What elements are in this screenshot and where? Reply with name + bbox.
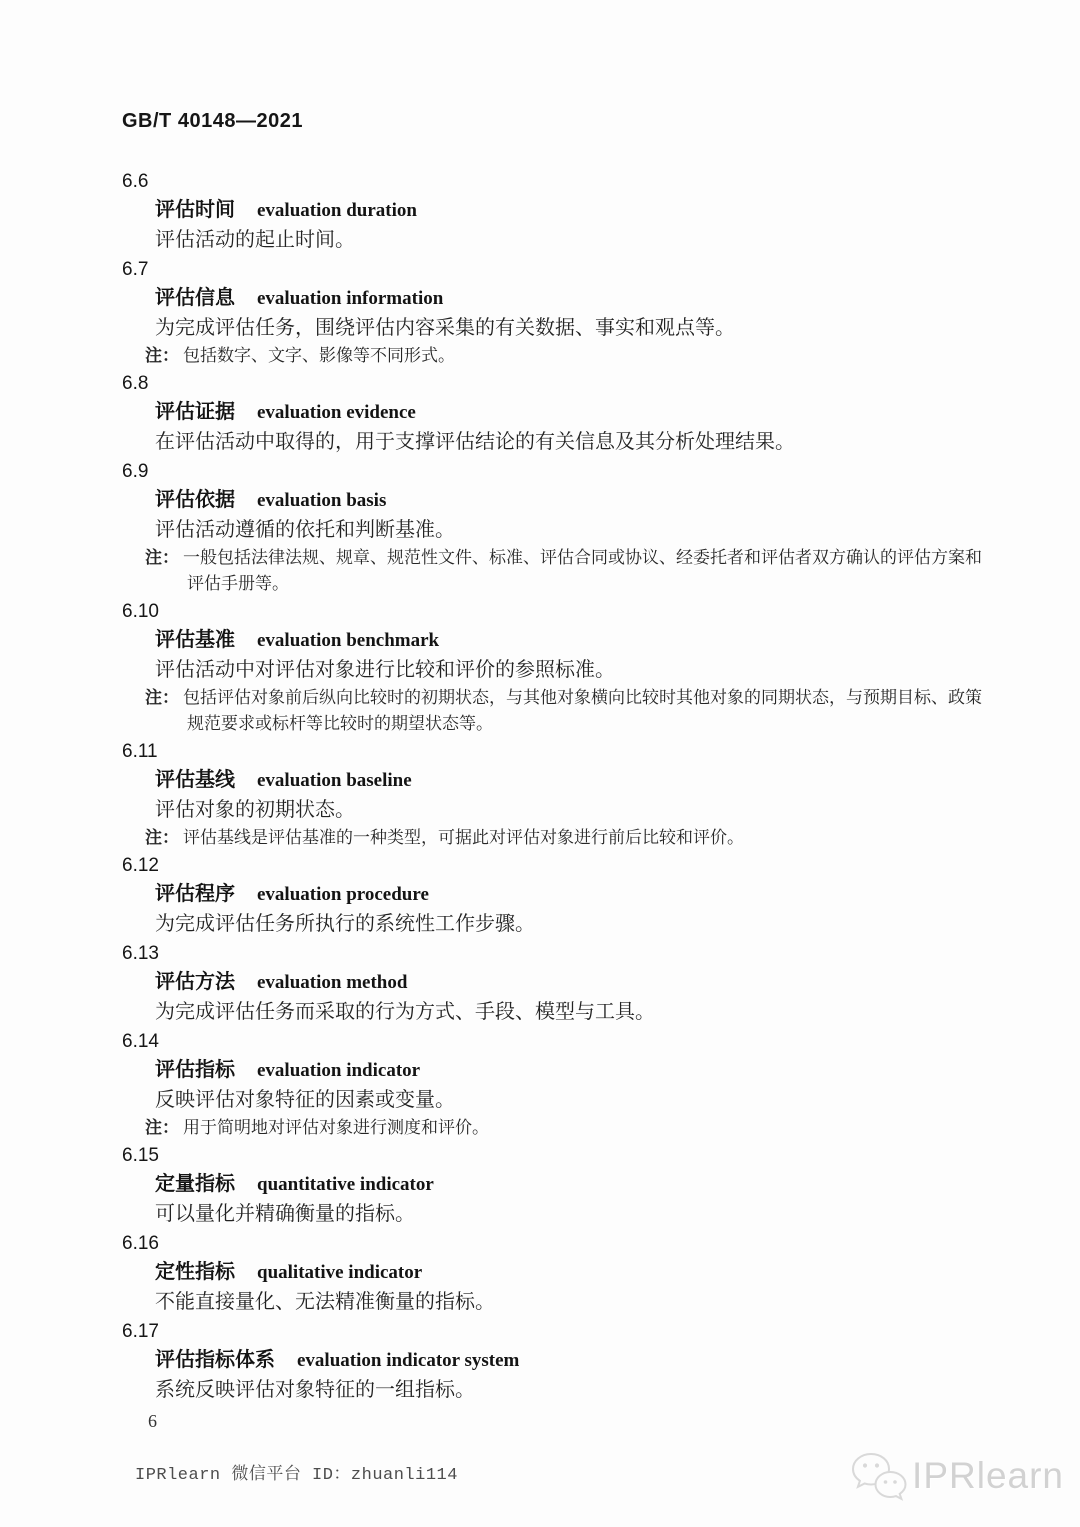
term-definition: 评估活动中对评估对象进行比较和评价的参照标准。 bbox=[155, 659, 615, 681]
term-en: evaluation indicator bbox=[257, 1060, 421, 1081]
term-line bbox=[122, 1258, 990, 1288]
term-line bbox=[122, 284, 990, 314]
note-text: 用于简明地对评估对象进行测度和评价。 bbox=[183, 1118, 489, 1137]
section-number: 6.15 bbox=[122, 1145, 159, 1166]
term-line bbox=[122, 766, 990, 796]
section-number: 6.12 bbox=[122, 855, 159, 876]
term-zh: 评估基线 bbox=[155, 769, 235, 791]
term-section-6-17 bbox=[122, 1317, 990, 1405]
note-text: 包括数字、文字、影像等不同形式。 bbox=[183, 346, 455, 365]
term-section-6-14 bbox=[122, 1027, 990, 1141]
term-zh: 评估证据 bbox=[155, 401, 235, 423]
term-line bbox=[122, 626, 990, 656]
term-zh: 评估指标体系 bbox=[155, 1349, 275, 1371]
term-en: qualitative indicator bbox=[257, 1262, 423, 1283]
term-en: evaluation evidence bbox=[257, 402, 416, 423]
term-line bbox=[122, 880, 990, 910]
section-number: 6.13 bbox=[122, 943, 159, 964]
term-definition: 可以量化并精确衡量的指标。 bbox=[155, 1203, 415, 1225]
term-line bbox=[122, 196, 990, 226]
watermark-text: IPRlearn bbox=[912, 1455, 1064, 1496]
term-definition: 为完成评估任务所执行的系统性工作步骤。 bbox=[155, 913, 535, 935]
note-label: 注： bbox=[145, 346, 179, 365]
standard-code: GB/T 40148—2021 bbox=[122, 110, 303, 132]
note-label: 注： bbox=[145, 828, 179, 847]
term-zh: 评估指标 bbox=[155, 1059, 235, 1081]
iprlearn-watermark bbox=[850, 1449, 1064, 1503]
term-note bbox=[145, 825, 990, 851]
term-line bbox=[122, 1346, 990, 1376]
term-line bbox=[122, 968, 990, 998]
term-zh: 评估时间 bbox=[155, 199, 235, 221]
term-zh: 评估信息 bbox=[155, 287, 235, 309]
term-section-6-8 bbox=[122, 369, 990, 457]
note-label: 注： bbox=[145, 548, 179, 567]
section-number: 6.17 bbox=[122, 1321, 159, 1342]
term-definition: 反映评估对象特征的因素或变量。 bbox=[155, 1089, 455, 1111]
wechat-chat-bubbles-icon bbox=[850, 1449, 908, 1503]
note-label: 注： bbox=[145, 1118, 179, 1137]
term-note bbox=[145, 685, 990, 737]
term-zh: 评估依据 bbox=[155, 489, 235, 511]
terms-sections bbox=[122, 167, 990, 1405]
term-en: quantitative indicator bbox=[257, 1174, 434, 1195]
term-en: evaluation duration bbox=[257, 200, 417, 221]
term-definition: 评估活动遵循的依托和判断基准。 bbox=[155, 519, 455, 541]
note-text: 评估基线是评估基准的一种类型，可据此对评估对象进行前后比较和评价。 bbox=[183, 828, 744, 847]
section-number: 6.7 bbox=[122, 259, 149, 280]
term-en: evaluation indicator system bbox=[297, 1350, 520, 1371]
term-section-6-11 bbox=[122, 737, 990, 851]
term-en: evaluation method bbox=[257, 972, 408, 993]
page-number: 6 bbox=[148, 1411, 157, 1431]
term-line bbox=[122, 1170, 990, 1200]
section-number: 6.16 bbox=[122, 1233, 159, 1254]
term-section-6-10 bbox=[122, 597, 990, 737]
term-en: evaluation procedure bbox=[257, 884, 429, 905]
term-line bbox=[122, 398, 990, 428]
term-zh: 评估方法 bbox=[155, 971, 235, 993]
term-note bbox=[145, 343, 990, 369]
term-definition: 评估对象的初期状态。 bbox=[155, 799, 355, 821]
term-definition: 评估活动的起止时间。 bbox=[155, 229, 355, 251]
term-note bbox=[145, 1115, 990, 1141]
term-section-6-9 bbox=[122, 457, 990, 597]
term-en: evaluation benchmark bbox=[257, 630, 440, 651]
term-section-6-13 bbox=[122, 939, 990, 1027]
term-section-6-12 bbox=[122, 851, 990, 939]
term-definition: 在评估活动中取得的，用于支撑评估结论的有关信息及其分析处理结果。 bbox=[155, 431, 795, 453]
term-definition: 为完成评估任务，围绕评估内容采集的有关数据、事实和观点等。 bbox=[155, 317, 735, 339]
term-definition: 不能直接量化、无法精准衡量的指标。 bbox=[155, 1291, 495, 1313]
term-section-6-6 bbox=[122, 167, 990, 255]
footer-platform-text: IPRlearn 微信平台 ID：zhuanli114 bbox=[135, 1466, 458, 1485]
term-definition: 系统反映评估对象特征的一组指标。 bbox=[155, 1379, 475, 1401]
section-number: 6.8 bbox=[122, 373, 149, 394]
section-number: 6.14 bbox=[122, 1031, 159, 1052]
term-section-6-16 bbox=[122, 1229, 990, 1317]
page-content bbox=[122, 110, 990, 1432]
term-en: evaluation information bbox=[257, 288, 444, 309]
term-en: evaluation basis bbox=[257, 490, 387, 511]
term-zh: 评估基准 bbox=[155, 629, 235, 651]
term-zh: 定量指标 bbox=[155, 1173, 235, 1195]
term-line bbox=[122, 1056, 990, 1086]
term-line bbox=[122, 486, 990, 516]
term-zh: 评估程序 bbox=[155, 883, 235, 905]
term-section-6-7 bbox=[122, 255, 990, 369]
section-number: 6.9 bbox=[122, 461, 149, 482]
note-text: 包括评估对象前后纵向比较时的初期状态，与其他对象横向比较时其他对象的同期状态，与预期目标、政策规范要求或标杆等比较时的期望状态等。 bbox=[183, 688, 982, 733]
note-text: 一般包括法律法规、规章、规范性文件、标准、评估合同或协议、经委托者和评估者双方确认的评估方案和评估手册等。 bbox=[183, 548, 982, 593]
term-section-6-15 bbox=[122, 1141, 990, 1229]
term-en: evaluation baseline bbox=[257, 770, 412, 791]
section-number: 6.11 bbox=[122, 741, 158, 762]
section-number: 6.10 bbox=[122, 601, 159, 622]
term-note bbox=[145, 545, 990, 597]
note-label: 注： bbox=[145, 688, 179, 707]
term-definition: 为完成评估任务而采取的行为方式、手段、模型与工具。 bbox=[155, 1001, 655, 1023]
section-number: 6.6 bbox=[122, 171, 149, 192]
term-zh: 定性指标 bbox=[155, 1261, 235, 1283]
